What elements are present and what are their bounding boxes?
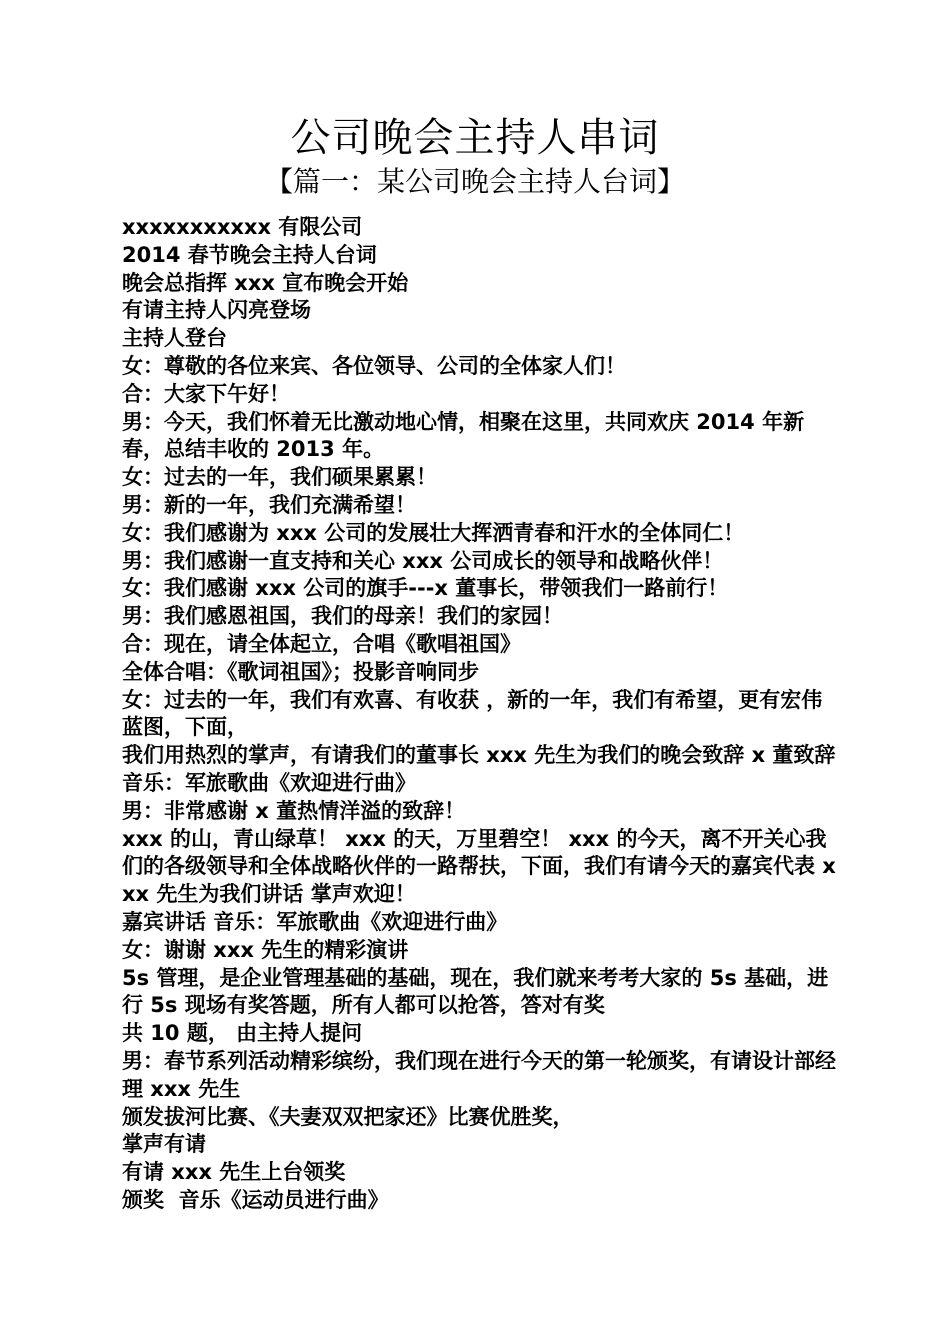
script-line: 有请主持人闪亮登场 bbox=[122, 298, 311, 323]
document-subtitle: 【篇一：某公司晚会主持人台词】 bbox=[264, 165, 685, 198]
script-line: xxxxxxxxxxx 有限公司 bbox=[122, 215, 363, 239]
script-line: 嘉宾讲话 音乐：军旅歌曲《欢迎进行曲》 bbox=[122, 909, 508, 934]
script-line: 晚会总指挥 xxx 宣布晚会开始 bbox=[122, 270, 409, 295]
script-line: 合：现在，请全体起立，合唱《歌唱祖国》 bbox=[122, 631, 521, 656]
script-line: 女：谢谢 xxx 先生的精彩演讲 bbox=[122, 937, 409, 962]
script-line: 女：我们感谢为 xxx 公司的发展壮大挥洒青春和汗水的全体同仁！ bbox=[122, 520, 745, 545]
document-title: 公司晚会主持人串词 bbox=[290, 115, 660, 161]
script-line: 2014 春节晚会主持人台词 bbox=[122, 242, 377, 267]
script-line: 男：新的一年，我们充满希望！ bbox=[122, 492, 416, 517]
script-line: 全体合唱：《歌词祖国》；投影音响同步 bbox=[122, 659, 479, 684]
script-line: 男：今天，我们怀着无比激动地心情，相聚在这里，共同欢庆 2014 年新春，总结丰收的 2013 年。 bbox=[122, 409, 805, 462]
script-line: 我们用热烈的掌声，有请我们的董事长 xxx 先生为我们的晚会致辞 x 董致辞 音乐：军旅歌曲《欢迎进行曲》 bbox=[122, 743, 851, 795]
script-line: xxx 的山，青山绿草！ xxx 的天，万里碧空！ xxx 的今天，离不开关心我们的各级领导和全体战略伙伴的一路帮扶，下面，我们有请今天的嘉宾代表 xxx 先生为我们讲话 掌声欢迎！ bbox=[122, 826, 836, 907]
script-line: 女：我们感谢 xxx 公司的旗手---x 董事长，带领我们一路前行！ bbox=[122, 576, 729, 601]
script-line: 掌声有请 bbox=[122, 1132, 206, 1157]
script-line: 有请 xxx 先生上台领奖 bbox=[122, 1160, 346, 1185]
script-line: 男：我们感谢一直支持和关心 xxx 公司成长的领导和战略伙伴！ bbox=[122, 548, 724, 573]
script-line: 男：非常感谢 x 董热情洋溢的致辞！ bbox=[122, 798, 466, 823]
script-line: 女：过去的一年，我们有欢喜、有收获 ，新的一年，我们有希望，更有宏伟蓝图，下面， bbox=[122, 687, 823, 740]
script-line: 女：过去的一年，我们硕果累累！ bbox=[122, 465, 437, 490]
script-line: 颁发拔河比赛、《夫妻双双把家还》比赛优胜奖， bbox=[122, 1104, 574, 1129]
script-line: 共 10 题， 由主持人提问 bbox=[122, 1021, 363, 1046]
script-line: 女：尊敬的各位来宾、各位领导、公司的全体家人们！ bbox=[122, 353, 626, 378]
script-line: 男：我们感恩祖国，我们的母亲！我们的家园！ bbox=[122, 604, 563, 629]
script-body bbox=[118, 214, 851, 1215]
script-line: 主持人登台 bbox=[122, 326, 227, 351]
script-line: 5s 管理，是企业管理基础的基础，现在，我们就来考考大家的 5s 基础，进行 5s 现场有奖答题，所有人都可以抢答，答对有奖 bbox=[122, 965, 829, 1018]
script-line: 颁奖 音乐《运动员进行曲》 bbox=[122, 1187, 389, 1212]
script-line: 合：大家下午好！ bbox=[122, 381, 290, 406]
script-line: 男：春节系列活动精彩缤纷，我们现在进行今天的第一轮颁奖，有请设计部经理 xxx 先生 bbox=[122, 1048, 836, 1101]
